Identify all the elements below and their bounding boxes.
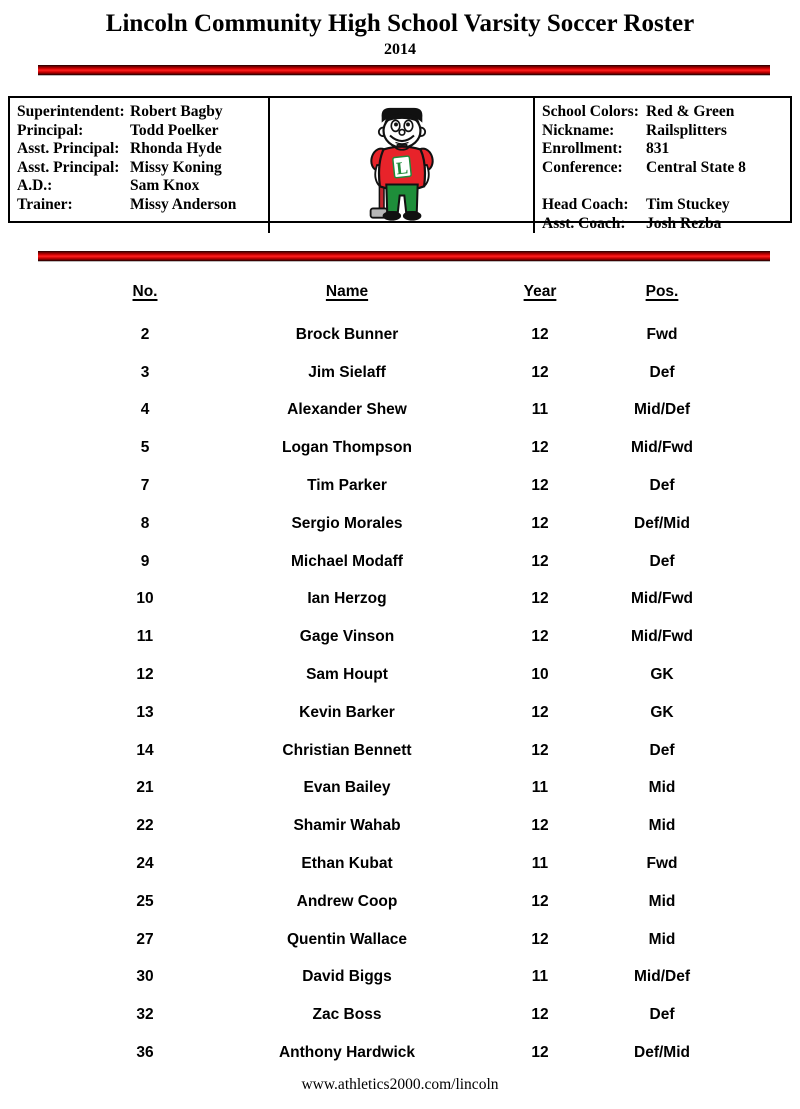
mascot-cell <box>270 98 535 233</box>
player-name: Tim Parker <box>307 477 387 495</box>
player-position: Mid <box>648 817 676 835</box>
player-year: 12 <box>531 552 549 570</box>
player-name: Alexander Shew <box>287 401 407 419</box>
school-info-row <box>542 196 784 215</box>
player-year: 12 <box>531 817 549 835</box>
staff-label: Superintendent: <box>17 103 125 120</box>
roster-row <box>0 1034 800 1072</box>
player-number: 11 <box>136 628 154 646</box>
player-position: Def <box>649 477 675 495</box>
roster-row <box>0 429 800 467</box>
player-number: 9 <box>140 552 150 570</box>
roster-table <box>0 283 800 1072</box>
player-position: Mid/Def <box>634 401 690 419</box>
roster-row <box>0 732 800 770</box>
player-year: 11 <box>531 779 549 797</box>
player-year: 12 <box>531 439 549 457</box>
school-info-row <box>542 177 784 196</box>
roster-row <box>0 807 800 845</box>
col-header-year: Year <box>523 283 557 300</box>
player-year: 12 <box>531 363 549 381</box>
player-year: 12 <box>531 590 549 608</box>
player-number: 21 <box>136 779 154 797</box>
player-position: Mid/Fwd <box>631 628 693 646</box>
roster-row <box>0 921 800 959</box>
school-info-value: Railsplitters <box>646 121 727 139</box>
school-info-label: Head Coach: <box>542 195 629 213</box>
staff-label: Principal: <box>17 121 84 139</box>
roster-row <box>0 656 800 694</box>
player-number: 32 <box>136 1006 154 1024</box>
staff-value: Missy Anderson <box>130 195 237 213</box>
player-name: Shamir Wahab <box>293 817 401 835</box>
school-info-row <box>542 215 784 234</box>
player-year: 12 <box>531 703 549 721</box>
player-number: 5 <box>140 439 150 457</box>
player-year: 11 <box>531 968 549 986</box>
school-info-row <box>542 159 784 178</box>
player-year: 12 <box>531 741 549 759</box>
player-year: 12 <box>531 1044 549 1062</box>
school-info-value: Central State 8 <box>646 158 746 176</box>
player-name: Logan Thompson <box>281 439 412 457</box>
player-number: 2 <box>140 325 150 343</box>
player-name: Ian Herzog <box>307 590 387 608</box>
player-name: Sam Houpt <box>306 666 388 684</box>
school-info-row <box>542 140 784 159</box>
player-number: 22 <box>136 817 154 835</box>
roster-row <box>0 505 800 543</box>
staff-row <box>17 122 262 141</box>
player-number: 4 <box>140 401 150 419</box>
red-divider-bar-bottom <box>38 251 770 261</box>
player-position: Mid <box>648 930 676 948</box>
player-year: 10 <box>531 666 549 684</box>
staff-label: A.D.: <box>17 177 53 195</box>
player-number: 14 <box>136 741 154 759</box>
player-number: 25 <box>136 892 154 910</box>
staff-list <box>10 98 270 233</box>
player-number: 30 <box>136 968 154 986</box>
svg-text:L: L <box>394 156 409 178</box>
roster-row <box>0 581 800 619</box>
player-number: 13 <box>136 703 154 721</box>
player-position: Fwd <box>646 855 678 873</box>
player-position: Def/Mid <box>634 1044 690 1062</box>
player-name: Quentin Wallace <box>286 930 407 948</box>
player-name: Michael Modaff <box>291 552 403 570</box>
roster-row <box>0 543 800 581</box>
railsplitter-mascot-icon <box>354 106 450 226</box>
player-year: 12 <box>531 325 549 343</box>
player-year: 12 <box>531 892 549 910</box>
school-info-value: 831 <box>646 140 670 158</box>
staff-row <box>17 196 262 215</box>
player-position: Mid/Fwd <box>631 590 693 608</box>
school-info-list <box>535 98 790 233</box>
roster-row <box>0 618 800 656</box>
school-info-row <box>542 103 784 122</box>
school-info-label: Nickname: <box>542 121 615 139</box>
staff-value: Sam Knox <box>130 177 200 195</box>
player-year: 11 <box>531 401 549 419</box>
staff-row <box>17 140 262 159</box>
roster-row <box>0 354 800 392</box>
player-number: 27 <box>136 930 154 948</box>
school-info-box <box>8 96 792 232</box>
school-info-label: Conference: <box>542 158 623 176</box>
page-title: Lincoln Community High School Varsity Soccer Roster <box>105 10 695 37</box>
staff-label: Trainer: <box>17 195 73 213</box>
player-position: GK <box>650 703 674 721</box>
player-year: 12 <box>531 930 549 948</box>
player-name: Brock Bunner <box>295 325 399 343</box>
player-number: 12 <box>136 666 154 684</box>
staff-label: Asst. Principal: <box>17 140 120 158</box>
player-number: 24 <box>136 855 154 873</box>
player-name: Ethan Kubat <box>301 855 393 873</box>
staff-row <box>17 159 262 178</box>
player-name: Sergio Morales <box>291 514 403 532</box>
school-info-label: School Colors: <box>542 103 639 120</box>
school-info-label <box>542 177 646 196</box>
roster-row <box>0 883 800 921</box>
player-year: 11 <box>531 855 549 873</box>
player-number: 36 <box>136 1044 154 1062</box>
player-position: GK <box>650 666 674 684</box>
player-position: Def <box>649 552 675 570</box>
player-name: David Biggs <box>302 968 392 986</box>
red-divider-bar-top <box>38 65 770 75</box>
roster-header-row <box>0 283 800 305</box>
school-info-label: Enrollment: <box>542 140 623 158</box>
school-info-value: Josh Rezba <box>646 214 722 232</box>
player-year: 12 <box>531 477 549 495</box>
player-position: Mid/Fwd <box>631 439 693 457</box>
player-name: Christian Bennett <box>282 741 412 759</box>
roster-row <box>0 694 800 732</box>
player-name: Jim Sielaff <box>308 363 386 381</box>
roster-row <box>0 467 800 505</box>
roster-year: 2014 <box>384 41 416 58</box>
footer-url: www.athletics2000.com/lincoln <box>301 1075 499 1093</box>
player-position: Fwd <box>646 325 678 343</box>
staff-row <box>17 177 262 196</box>
roster-rows <box>0 316 800 1072</box>
col-header-name: Name <box>325 283 369 300</box>
staff-row <box>17 103 262 122</box>
player-name: Zac Boss <box>312 1006 382 1024</box>
staff-value: Todd Poelker <box>130 121 219 139</box>
player-position: Def <box>649 363 675 381</box>
roster-row <box>0 770 800 808</box>
roster-row <box>0 392 800 430</box>
player-position: Mid <box>648 779 676 797</box>
staff-value: Rhonda Hyde <box>130 140 222 158</box>
school-info-label: Asst. Coach: <box>542 214 626 232</box>
player-number: 7 <box>140 477 150 495</box>
player-number: 3 <box>140 363 150 381</box>
player-year: 12 <box>531 1006 549 1024</box>
letter-patch <box>392 156 411 179</box>
player-year: 12 <box>531 514 549 532</box>
col-header-no: No. <box>132 283 158 300</box>
player-position: Mid <box>648 892 676 910</box>
school-info-row <box>542 122 784 141</box>
player-number: 8 <box>140 514 150 532</box>
school-info-value: Tim Stuckey <box>646 195 730 213</box>
roster-row <box>0 959 800 997</box>
player-position: Def <box>649 741 675 759</box>
col-header-pos: Pos. <box>645 283 679 300</box>
player-name: Kevin Barker <box>299 703 395 721</box>
player-name: Andrew Coop <box>296 892 398 910</box>
player-position: Def <box>649 1006 675 1024</box>
player-position: Def/Mid <box>634 514 690 532</box>
roster-row <box>0 316 800 354</box>
staff-label: Asst. Principal: <box>17 158 120 176</box>
player-year: 12 <box>531 628 549 646</box>
player-number: 10 <box>136 590 154 608</box>
player-position: Mid/Def <box>634 968 690 986</box>
staff-value: Missy Koning <box>130 158 222 176</box>
staff-value: Robert Bagby <box>130 103 223 120</box>
school-info-value: Red & Green <box>646 103 735 120</box>
player-name: Gage Vinson <box>299 628 395 646</box>
player-name: Anthony Hardwick <box>278 1044 416 1062</box>
roster-row <box>0 996 800 1034</box>
roster-row <box>0 845 800 883</box>
player-name: Evan Bailey <box>303 779 391 797</box>
